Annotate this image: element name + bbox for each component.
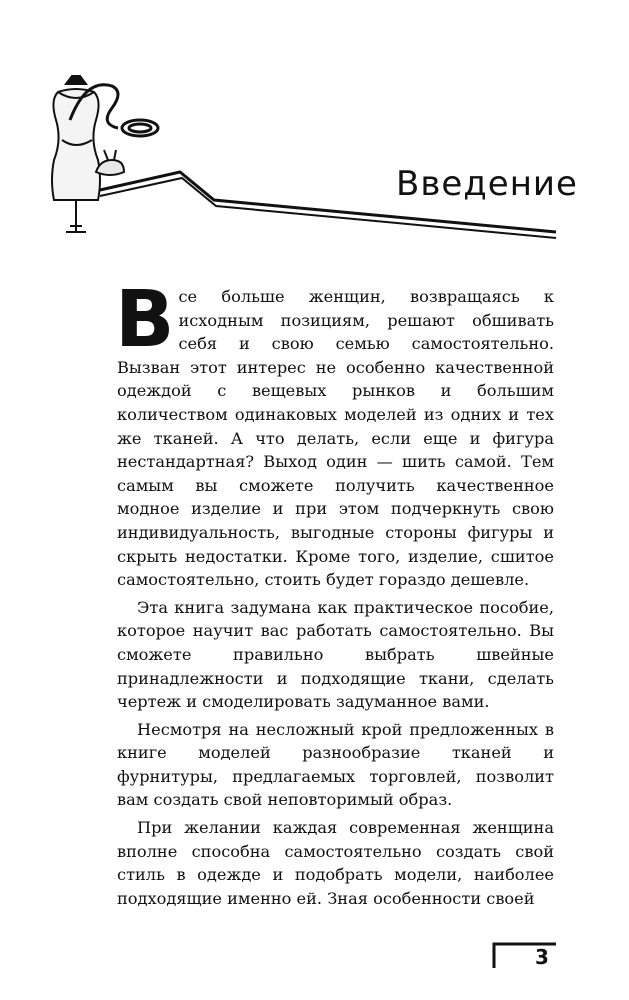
dress-form-icon	[52, 76, 100, 232]
body-text	[115, 275, 554, 914]
paragraph: Несмотря на несложный крой предложенных в книге моделей разнообразие тканей и фурнитуры, предлагаемых торговлей, позволит вам создать свой неповторимый образ.	[117, 719, 554, 810]
page-number-mark	[490, 940, 560, 970]
header-illustration	[0, 0, 629, 260]
pincushion-icon	[96, 150, 124, 175]
chapter-title: Введение	[396, 164, 578, 204]
paragraph	[115, 275, 554, 592]
paragraph-text: се больше женщин, возвращаясь к исходным позициям, решают обшивать себя и свою семью самостоятельно. Вызван этот интерес не особенно качественной одеждой с вещевых рынков и большим количеством одинаковых моделей из одних и тех же тканей. А что делать, если еще и фигура нестандартная? Выход один — шить самой. Тем самым вы сможете получить качественное модное изделие и при этом подчеркнуть свою индивидуальность, выгодные стороны фигуры и скрыть недостатки. Кроме того, изделие, сшитое самостоятельно, стоить будет гораздо дешевле.	[117, 287, 554, 590]
page-number: 3	[535, 945, 549, 969]
dropcap-letter: В	[115, 275, 175, 365]
paragraph: При желании каждая современная женщина вполне способна самостоятельно создать свой стиль в одежде и подобрать модели, наиболее подходящие именно ей. Зная особенности своей	[117, 818, 554, 908]
paragraph: Эта книга задумана как практическое пособие, которое научит вас работать самостоятельно. Вы сможете правильно выбрать швейные принадлежности и подходящие ткани, сделать чертеж и смоделировать задуманное вами.	[117, 597, 554, 712]
